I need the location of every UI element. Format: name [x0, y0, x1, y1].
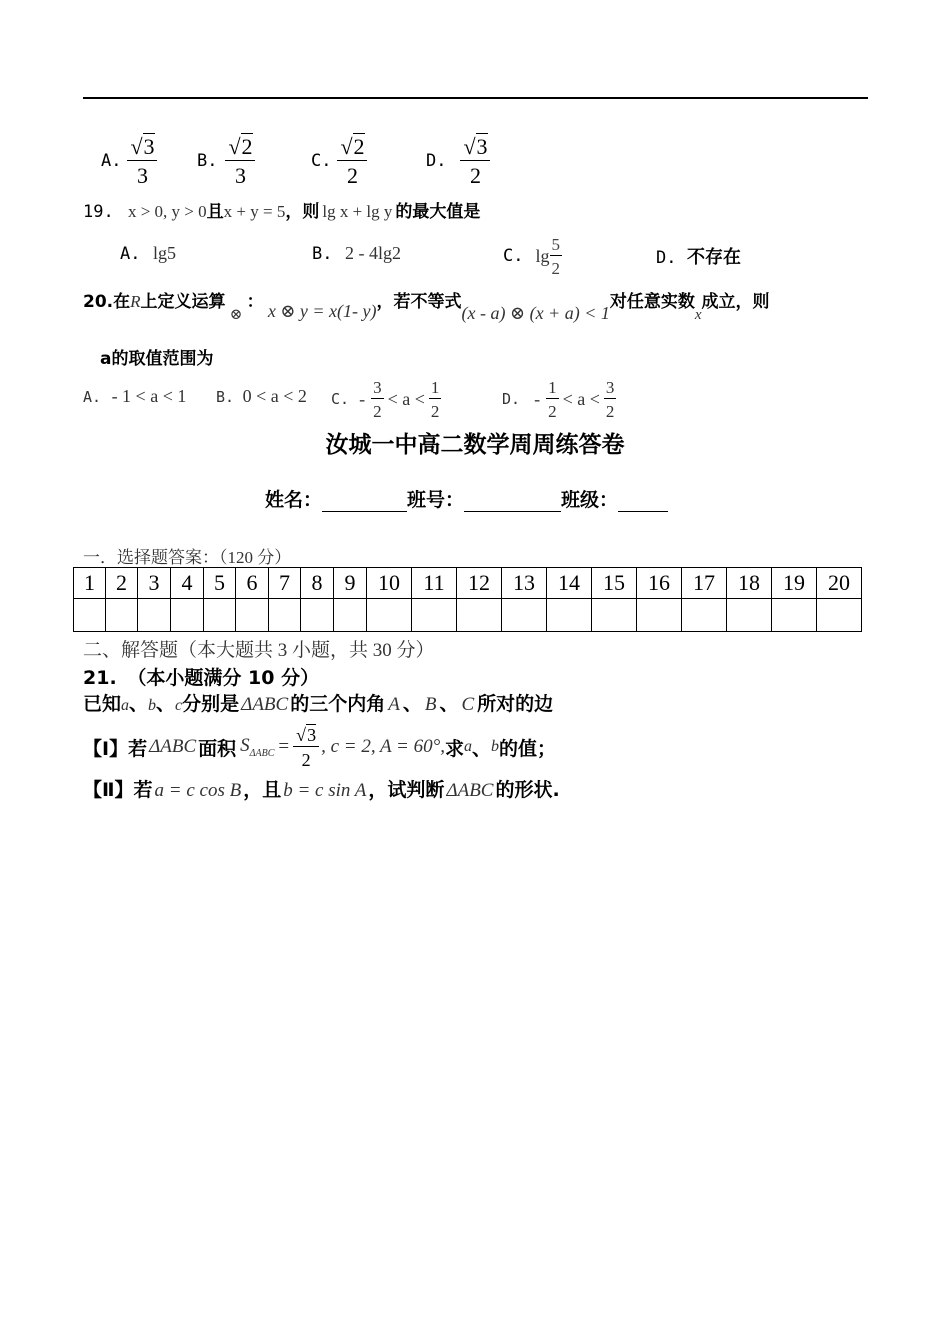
equals-sign: =: [278, 736, 290, 757]
column-header: 6: [236, 568, 269, 599]
numerator: 3: [605, 377, 615, 397]
column-header: 1: [74, 568, 106, 599]
text: 面积: [198, 737, 237, 760]
option-letter: A.: [120, 244, 141, 264]
part-label: 【Ⅱ】若: [83, 779, 153, 801]
math-R: R: [130, 292, 141, 311]
text: 分别是: [182, 693, 240, 715]
numerator: 5: [551, 234, 560, 254]
answer-cell[interactable]: [772, 599, 817, 632]
question-number: 21.: [83, 667, 117, 689]
text: 的最大值是: [395, 202, 481, 222]
option-value: 0 < a < 2: [242, 386, 307, 406]
q19-stem: [83, 200, 480, 224]
text: 对任意实数: [609, 292, 695, 312]
answer-table: [73, 567, 862, 632]
answer-cell[interactable]: [204, 599, 236, 632]
log-prefix: lg: [535, 245, 550, 266]
minus-sign: -: [359, 388, 366, 409]
option-letter: C.: [503, 246, 524, 266]
math-subscript: ΔABC: [249, 747, 275, 759]
q18-option-c: [311, 131, 367, 191]
radicand: 2: [353, 133, 365, 159]
option-value: lg5: [152, 243, 176, 263]
radicand: 3: [476, 133, 488, 159]
column-header: 11: [412, 568, 457, 599]
math-a: a: [463, 738, 472, 755]
column-header: 20: [817, 568, 862, 599]
math-condition-2: x + y = 5: [223, 202, 286, 221]
answer-cell[interactable]: [171, 599, 204, 632]
answer-table-row: [74, 599, 862, 632]
answer-sheet-title: 汝城一中高二数学周周练答卷: [325, 432, 625, 458]
option-value: 不存在: [686, 247, 741, 268]
column-header: 17: [682, 568, 727, 599]
math-b: b: [491, 738, 499, 755]
column-header: 8: [301, 568, 334, 599]
denominator: 2: [469, 162, 481, 188]
column-header: 10: [367, 568, 412, 599]
score-note: （本小题满分 10 分）: [127, 667, 320, 689]
fraction: [429, 379, 442, 420]
option-letter: D.: [656, 248, 677, 268]
text: 所对的边: [477, 693, 554, 715]
student-info-line: [265, 485, 668, 512]
answer-cell[interactable]: [236, 599, 269, 632]
fraction: [604, 379, 617, 420]
text: 已知: [83, 693, 122, 715]
text: 上定义运算: [140, 292, 226, 312]
column-header: 14: [547, 568, 592, 599]
text: ，且: [243, 779, 282, 801]
text: 、: [129, 693, 149, 715]
fraction: $\frac{√3}{2}$: [293, 726, 319, 769]
option-letter: B.: [312, 244, 333, 264]
fraction: [550, 236, 563, 277]
text: ，则: [285, 202, 320, 222]
q20-stem: [83, 288, 873, 323]
name-label: 姓名：: [265, 489, 323, 511]
fraction: $\frac{√3}{2}$: [460, 136, 490, 187]
option-letter: D.: [426, 151, 447, 171]
radicand: 3: [143, 133, 155, 159]
text: 、: [439, 693, 459, 715]
math-c: c: [175, 697, 183, 714]
denominator: 2: [301, 749, 311, 770]
column-header: 4: [171, 568, 204, 599]
class-field[interactable]: [618, 491, 668, 512]
q21-part2: [83, 776, 560, 805]
answer-table-header: [74, 568, 862, 599]
answer-cell[interactable]: [592, 599, 637, 632]
answer-cell[interactable]: [637, 599, 682, 632]
denominator: 3: [234, 162, 246, 188]
fraction: [371, 379, 384, 420]
q19-option-b: [312, 243, 401, 264]
math-x: x: [694, 307, 702, 323]
numerator: 1: [548, 377, 557, 397]
section1-heading: 一．选择题答案：（120 分）: [83, 548, 292, 567]
math-triangle: ΔABC: [241, 694, 289, 715]
option-letter: B.: [216, 388, 235, 406]
column-header: 3: [138, 568, 171, 599]
option-value: 2 - 4lg2: [344, 243, 401, 263]
column-header: 19: [772, 568, 817, 599]
answer-cell[interactable]: [547, 599, 592, 632]
math-inequality: (x - a) ⊗ (x + a) < 1: [461, 303, 610, 323]
math-B: B: [424, 694, 437, 715]
radicand: 2: [241, 133, 253, 159]
text: ，若不等式: [376, 292, 462, 312]
math-equation: b = c sin A: [283, 780, 367, 801]
inequality: < a <: [387, 388, 425, 409]
math-a: a: [121, 697, 130, 714]
q19-option-a: [120, 243, 176, 264]
q20-option-a: [83, 386, 186, 407]
math-b: b: [148, 697, 157, 714]
math-triangle: ΔABC: [149, 736, 197, 757]
option-letter: A.: [101, 151, 122, 171]
denominator: 3: [136, 162, 148, 188]
text: 在: [113, 292, 131, 312]
fraction: $\frac{√3}{3}$: [127, 136, 157, 187]
answer-cell[interactable]: [682, 599, 727, 632]
q20-option-b: [216, 386, 307, 407]
denominator: 2: [373, 401, 382, 421]
q21-intro: [83, 690, 553, 720]
answer-cell[interactable]: [138, 599, 171, 632]
q19-option-c: [503, 232, 562, 280]
answer-cell[interactable]: [269, 599, 301, 632]
answer-cell[interactable]: [727, 599, 772, 632]
numerator: 1: [430, 377, 440, 397]
column-header: 2: [106, 568, 138, 599]
math-A: A: [388, 694, 400, 715]
option-letter: C.: [311, 151, 332, 171]
option-letter: C.: [331, 390, 350, 408]
text: 的形状.: [495, 779, 560, 801]
section2-heading: 二、解答题（本大题共 3 小题，共 30 分）: [83, 640, 435, 661]
answer-cell[interactable]: [301, 599, 334, 632]
fraction: $\frac{√2}{2}$: [337, 136, 367, 187]
name-field[interactable]: [322, 491, 407, 512]
math-triangle: ΔABC: [446, 780, 494, 801]
class-label: 班级：: [561, 489, 619, 511]
fraction: [546, 379, 559, 420]
option-letter: A.: [83, 388, 102, 406]
q18-option-b: [197, 131, 255, 191]
answer-cell[interactable]: [334, 599, 367, 632]
answer-cell[interactable]: [502, 599, 547, 632]
math-equation: a = c cos B: [154, 780, 242, 801]
column-header: 13: [502, 568, 547, 599]
text: 且: [206, 202, 224, 222]
denominator: 2: [346, 162, 358, 188]
q18-option-d: [426, 131, 490, 191]
q20-option-c: [331, 374, 441, 424]
math-C: C: [461, 694, 475, 715]
math-expression: lg x + lg y: [322, 202, 393, 221]
fraction: $\frac{√2}{3}$: [225, 136, 255, 187]
id-field[interactable]: [464, 491, 561, 512]
text: ：: [246, 292, 264, 312]
q21-header: [83, 663, 319, 690]
column-header: 18: [727, 568, 772, 599]
inequality: < a <: [562, 388, 600, 409]
text: a的取值范围为: [100, 349, 214, 369]
text: 的值；: [499, 737, 557, 760]
column-header: 12: [457, 568, 502, 599]
column-header: 9: [334, 568, 367, 599]
column-header: 7: [269, 568, 301, 599]
text: ，试判断: [368, 779, 445, 801]
question-number: 19.: [83, 202, 114, 222]
answer-cell[interactable]: [367, 599, 412, 632]
q21-part1: [83, 722, 556, 772]
question-number: 20.: [83, 292, 114, 312]
answer-cell[interactable]: [74, 599, 106, 632]
answer-cell[interactable]: [817, 599, 862, 632]
answer-cell[interactable]: [412, 599, 457, 632]
text: 、: [402, 693, 422, 715]
text: 、: [156, 693, 176, 715]
option-value: - 1 < a < 1: [111, 386, 187, 406]
answer-cell[interactable]: [106, 599, 138, 632]
denominator: 2: [548, 401, 557, 421]
q19-option-d: [656, 243, 741, 269]
column-header: 5: [204, 568, 236, 599]
operator-symbol: ⊗: [229, 307, 243, 323]
text: 成立，则: [701, 292, 770, 312]
denominator: 2: [430, 401, 440, 421]
numerator: 3: [373, 377, 382, 397]
id-label: 班号：: [407, 489, 465, 511]
math-definition: x ⊗ y = x(1- y): [267, 301, 377, 321]
math-area-symbol: [240, 735, 274, 759]
denominator: 2: [605, 401, 615, 421]
text: 的三个内角: [290, 693, 386, 715]
text: 、: [471, 737, 491, 760]
math-conditions: , c = 2, A = 60°,: [321, 736, 445, 757]
math-S: S: [240, 735, 250, 757]
q20-line2: [100, 344, 213, 369]
denominator: 2: [551, 258, 560, 278]
q20-option-d: [502, 374, 616, 424]
answer-cell[interactable]: [457, 599, 502, 632]
option-letter: D.: [502, 390, 521, 408]
option-letter: B.: [197, 151, 218, 171]
column-header: 15: [592, 568, 637, 599]
radicand: 3: [307, 724, 317, 745]
part-label: 【Ⅰ】若: [83, 737, 148, 760]
minus-sign: -: [534, 388, 541, 409]
header-rule: [83, 97, 868, 99]
q18-option-a: [101, 131, 157, 191]
math-condition: x > 0, y > 0: [127, 202, 207, 221]
text: 求: [444, 737, 464, 760]
column-header: 16: [637, 568, 682, 599]
